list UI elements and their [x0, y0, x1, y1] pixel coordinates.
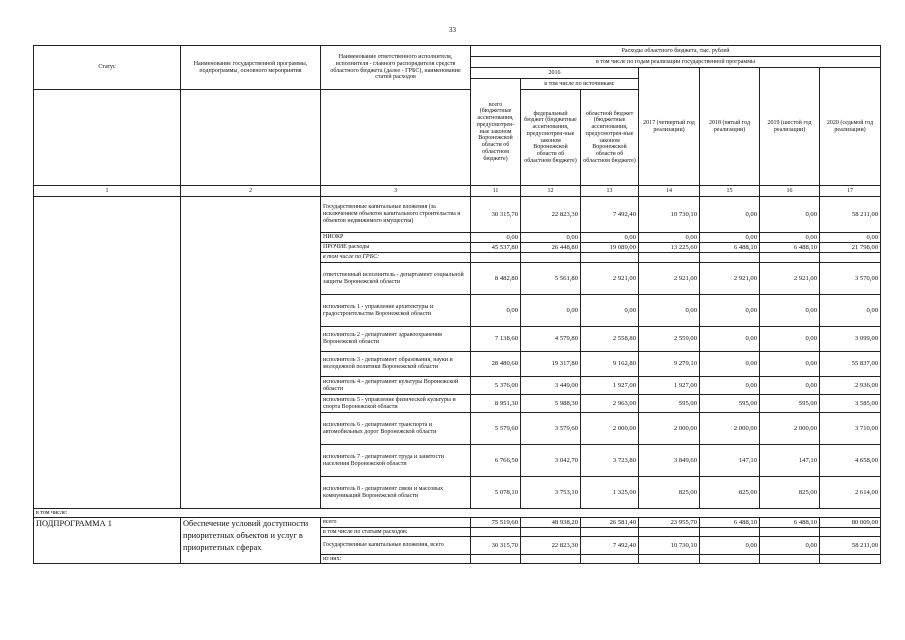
cell-value: 0,00: [639, 295, 700, 327]
header-spacer-1: [34, 90, 181, 186]
cell-value: 3 710,00: [820, 413, 881, 445]
cell-value: 2 559,00: [639, 327, 700, 352]
cell-value: 28 480,60: [471, 352, 521, 377]
cell-empty: [639, 528, 700, 537]
cell-value: 2 921,00: [700, 263, 760, 295]
header-total: всего (бюджетные ассигнования, предусмотрен-ные законом Воронежской области об областном бюджете): [471, 79, 521, 186]
column-numbers-row: [34, 186, 881, 197]
cell-empty: [700, 555, 760, 564]
cell-value: 0,00: [700, 295, 760, 327]
cell-value: 0,00: [581, 233, 639, 243]
cell-value: 9 279,10: [639, 352, 700, 377]
cell-empty: [581, 555, 639, 564]
budget-table: [33, 45, 881, 564]
cell-value: 595,00: [760, 395, 820, 413]
cell-value: 13 225,60: [639, 243, 700, 253]
row-label: из них:: [321, 555, 471, 564]
cell-value: 10 730,10: [639, 197, 700, 233]
cell-empty: [471, 555, 521, 564]
cell-value: 2 936,00: [820, 377, 881, 395]
header-year-2016: 2016: [471, 68, 639, 79]
cell-value: 0,00: [639, 233, 700, 243]
subprogram-name: Обеспечение условий доступности приоритетных объектов и услуг в приоритетных сферах: [181, 518, 321, 564]
cell-value: 55 837,00: [820, 352, 881, 377]
cell-value: 825,00: [700, 477, 760, 509]
cell-value: 8 482,80: [471, 263, 521, 295]
header-sources: в том числе по источникам:: [521, 79, 639, 90]
cell-value: 5 579,60: [471, 413, 521, 445]
cell-empty: [471, 528, 521, 537]
cell-value: 3 570,00: [820, 263, 881, 295]
cell-empty: [521, 528, 581, 537]
cell-empty: [820, 528, 881, 537]
cell-value: 595,00: [639, 395, 700, 413]
cell-value: 6 488,10: [760, 243, 820, 253]
row-label: исполнитель 7 - департамент труда и занятости населения Воронежской области: [321, 445, 471, 477]
cell-empty: [639, 253, 700, 263]
header-2018: 2018 (пятый год реализации): [700, 68, 760, 186]
cell-value: 0,00: [471, 295, 521, 327]
cell-value: 19 317,80: [521, 352, 581, 377]
cell-value: 2 921,00: [639, 263, 700, 295]
header-spacer-3: [321, 90, 471, 186]
cell-value: 0,00: [581, 295, 639, 327]
including-row: [34, 509, 881, 518]
cell-value: 0,00: [471, 233, 521, 243]
cell-value: 0,00: [760, 197, 820, 233]
cell-empty: [760, 253, 820, 263]
row-label: ПРОЧИЕ расходы: [321, 243, 471, 253]
including-label: в том числе:: [34, 509, 881, 518]
cell-empty: [700, 253, 760, 263]
cell-value: 1 927,00: [639, 377, 700, 395]
cell-value: 3 723,80: [581, 445, 639, 477]
cell-value: 2 000,00: [639, 413, 700, 445]
cell-value: 22 823,30: [521, 197, 581, 233]
header-status: Статус: [34, 46, 181, 90]
cell-value: 0,00: [820, 233, 881, 243]
cell-value: 3 449,00: [521, 377, 581, 395]
header-name: Наименование государственной программы, подпрограммы, основного мероприятия: [181, 46, 321, 90]
cell-value: 0,00: [700, 537, 760, 555]
cell-value: 10 730,10: [639, 537, 700, 555]
cell-value: 825,00: [639, 477, 700, 509]
row-label: Государственные капитальные вложения, всего: [321, 537, 471, 555]
cell-value: 3 585,00: [820, 395, 881, 413]
cell-empty: [820, 555, 881, 564]
cell-value: 2 921,00: [760, 263, 820, 295]
cell-value: 0,00: [760, 233, 820, 243]
cell-value: 147,10: [700, 445, 760, 477]
col-number: 16: [760, 186, 820, 197]
cell-value: 0,00: [820, 295, 881, 327]
header-by-year: в том числе по годам реализации государственной программы: [471, 57, 881, 68]
cell-empty: [521, 253, 581, 263]
row-label: ответственный исполнитель - департамент социальной защиты Воронежской области: [321, 263, 471, 295]
cell-value: 26 581,40: [581, 518, 639, 528]
cell-value: 0,00: [760, 377, 820, 395]
subprogram-status: ПОДПРОГРАММА 1: [34, 518, 181, 564]
cell-value: 7 492,40: [581, 197, 639, 233]
header-responsible: Наименование ответственного исполнителя, исполнителя - главного распорядителя средств областного бюджета (далее - ГРБС), наименование статей расходов: [321, 46, 471, 90]
cell-value: 4 658,00: [820, 445, 881, 477]
row-label: в том числе по статьям расходов:: [321, 528, 471, 537]
row-label: исполнитель 6 - департамент транспорта и автомобильных дорог Воронежской области: [321, 413, 471, 445]
cell-value: 48 938,20: [521, 518, 581, 528]
row-label: исполнитель 8 - департамент связи и массовых коммуникаций Воронежской области: [321, 477, 471, 509]
cell-value: 0,00: [760, 537, 820, 555]
cell-value: 3 099,00: [820, 327, 881, 352]
table-row: [34, 197, 881, 233]
header-row-1: [34, 46, 881, 57]
cell-value: 30 315,70: [471, 537, 521, 555]
cell-value: 9 162,80: [581, 352, 639, 377]
cell-empty: [760, 528, 820, 537]
cell-value: 0,00: [760, 327, 820, 352]
cell-value: 1 927,00: [581, 377, 639, 395]
cell-value: 0,00: [700, 197, 760, 233]
cell-value: 58 211,00: [820, 537, 881, 555]
col-number: 3: [321, 186, 471, 197]
cell-value: 7 492,40: [581, 537, 639, 555]
cell-value: 2 000,00: [581, 413, 639, 445]
col-number: 12: [521, 186, 581, 197]
row-label: исполнитель 1 - управление архитектуры и градостроительства Воронежской области: [321, 295, 471, 327]
cell-value: 19 089,00: [581, 243, 639, 253]
header-2017: 2017 (четвертый год реализации): [639, 68, 700, 186]
cell-value: 6 488,10: [760, 518, 820, 528]
cell-value: 58 211,00: [820, 197, 881, 233]
cell-value: 5 376,00: [471, 377, 521, 395]
header-2020: 2020 (седьмой год реализации): [820, 68, 881, 186]
cell-value: 0,00: [700, 377, 760, 395]
row-label: исполнитель 4 - департамент культуры Воронежской области: [321, 377, 471, 395]
cell-empty: [521, 555, 581, 564]
cell-value: 5 561,80: [521, 263, 581, 295]
cell-value: 2 614,00: [820, 477, 881, 509]
cell-value: 3 849,60: [639, 445, 700, 477]
cell-value: 80 009,00: [820, 518, 881, 528]
row-label: исполнитель 2 - департамент здравоохранения Воронежской области: [321, 327, 471, 352]
cell-empty: [820, 253, 881, 263]
col-number: 13: [581, 186, 639, 197]
cell-value: 21 798,00: [820, 243, 881, 253]
cell-value: 3 753,10: [521, 477, 581, 509]
col-number: 15: [700, 186, 760, 197]
cell-empty: [471, 253, 521, 263]
cell-value: 0,00: [521, 233, 581, 243]
page-number: 33: [449, 26, 456, 34]
row-label: исполнитель 5 - управление физической культуры и спорта Воронежской области: [321, 395, 471, 413]
cell-value: 8 951,30: [471, 395, 521, 413]
row-label: исполнитель 3 - департамент образования, науки и молодежной политики Воронежской области: [321, 352, 471, 377]
name-cell-empty: [181, 197, 321, 509]
cell-value: 3 042,70: [521, 445, 581, 477]
cell-value: 147,10: [760, 445, 820, 477]
cell-value: 2 000,00: [760, 413, 820, 445]
col-number: 1: [34, 186, 181, 197]
cell-value: 0,00: [700, 233, 760, 243]
cell-value: 0,00: [760, 295, 820, 327]
cell-value: 45 537,80: [471, 243, 521, 253]
header-spacer-2: [181, 90, 321, 186]
cell-value: 595,00: [700, 395, 760, 413]
cell-value: 0,00: [760, 352, 820, 377]
cell-empty: [581, 253, 639, 263]
header-spending-title: Расходы областного бюджета, тыс. рублей: [471, 46, 881, 57]
cell-value: 0,00: [700, 327, 760, 352]
cell-value: 75 519,60: [471, 518, 521, 528]
cell-value: 0,00: [700, 352, 760, 377]
cell-value: 4 579,80: [521, 327, 581, 352]
row-label: всего: [321, 518, 471, 528]
col-number: 11: [471, 186, 521, 197]
cell-value: 2 921,00: [581, 263, 639, 295]
cell-value: 5 078,10: [471, 477, 521, 509]
cell-value: 2 558,80: [581, 327, 639, 352]
cell-value: 3 579,60: [521, 413, 581, 445]
col-number: 2: [181, 186, 321, 197]
cell-value: 5 988,30: [521, 395, 581, 413]
header-2019: 2019 (шестой год реализации): [760, 68, 820, 186]
cell-value: 6 766,50: [471, 445, 521, 477]
cell-value: 2 963,00: [581, 395, 639, 413]
subprogram-row: [34, 518, 881, 528]
cell-empty: [760, 555, 820, 564]
cell-empty: [700, 528, 760, 537]
cell-value: 26 448,80: [521, 243, 581, 253]
cell-value: 7 138,60: [471, 327, 521, 352]
cell-value: 1 325,00: [581, 477, 639, 509]
row-label: Государственные капитальные вложения (за исключением объектов капитального строительства и объектов недвижимого имущества): [321, 197, 471, 233]
row-label: в том числе по ГРБС:: [321, 253, 471, 263]
col-number: 17: [820, 186, 881, 197]
status-cell-empty: [34, 197, 181, 509]
cell-value: 6 488,10: [700, 518, 760, 528]
cell-value: 2 000,00: [700, 413, 760, 445]
header-regional: областной бюджет (бюджетные ассигнования, предусмотрен-ные законом Воронежской области об областном бюджете): [581, 90, 639, 186]
cell-value: 23 955,70: [639, 518, 700, 528]
cell-value: 825,00: [760, 477, 820, 509]
cell-value: 0,00: [521, 295, 581, 327]
cell-value: 22 823,30: [521, 537, 581, 555]
cell-value: 6 488,10: [700, 243, 760, 253]
col-number: 14: [639, 186, 700, 197]
cell-value: 30 315,70: [471, 197, 521, 233]
row-label: НИОКР: [321, 233, 471, 243]
header-federal: федеральный бюджет (бюджетные ассигнования, предусмотрен-ные законом Воронежской области об областном бюджете): [521, 90, 581, 186]
cell-empty: [639, 555, 700, 564]
cell-empty: [581, 528, 639, 537]
